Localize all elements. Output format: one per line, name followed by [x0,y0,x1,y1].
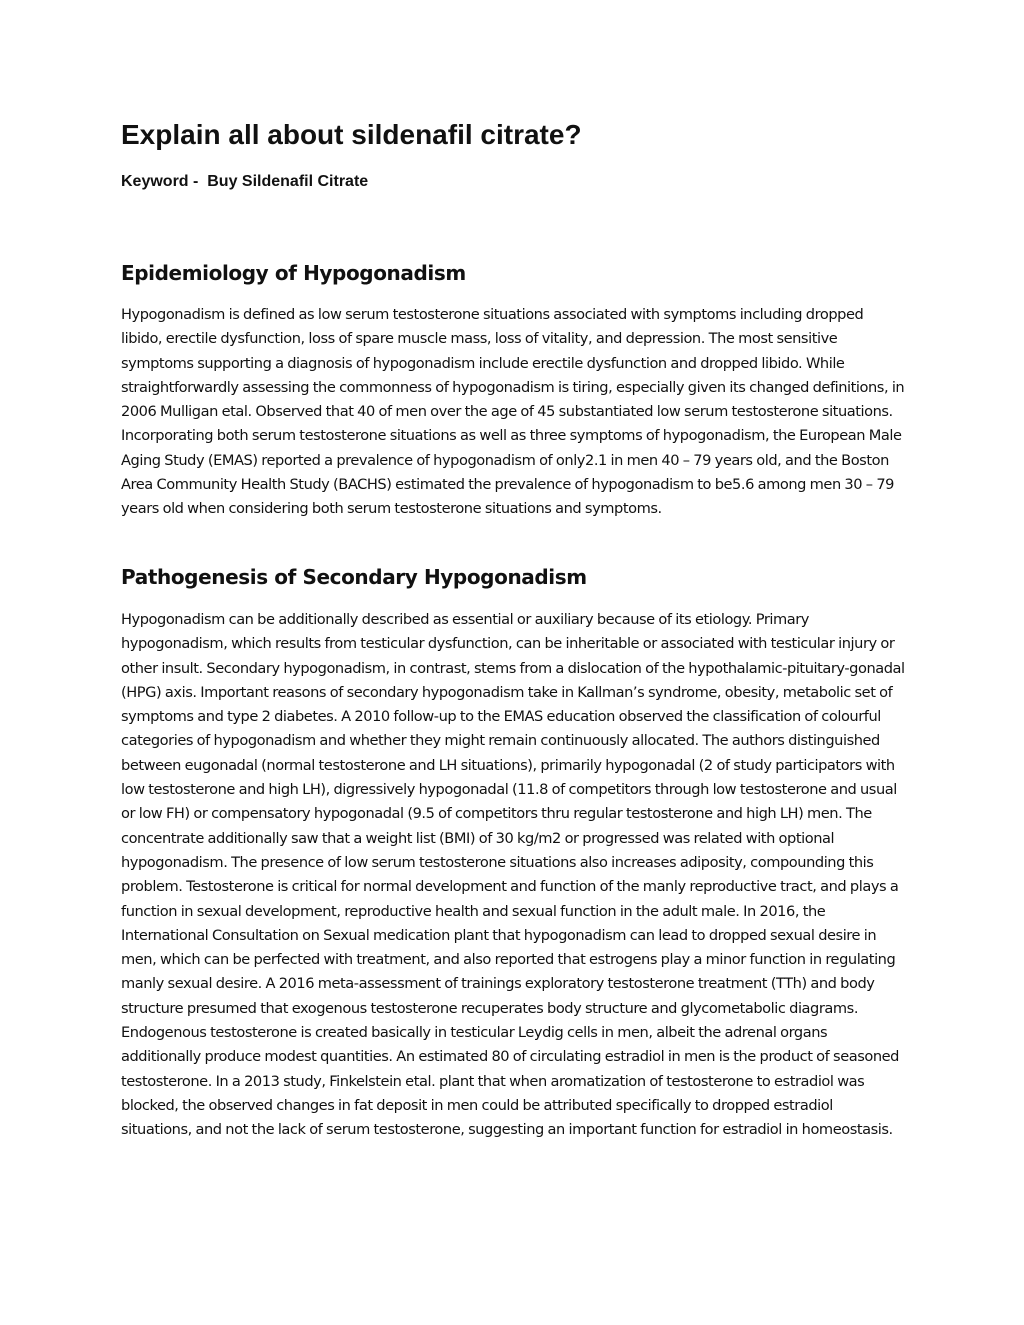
section-body-pathogenesis: Hypogonadism can be additionally described as essential or auxiliary because of its etiology. Primary hypogonadism, which results from testicular dysfunction, can be inheritable or associated with testicular injury or other insult. Secondary hypogonadism, in contrast, stems from a dislocation of the hypothalamic-pituitary-gonadal (HPG) axis. Important reasons of secondary hypogonadism take in Kallman’s syndrome, obesity, metabolic set of symptoms and type 2 diabetes. A 2010 follow-up to the EMAS education observed the classification of colourful categories of hypogonadism and whether they might remain continuously allocated. The authors distinguished between eugonadal (normal testosterone and LH situations), primarily hypogonadal (2 of study participators with low testosterone and high LH), digressively hypogonadal (11.8 of competitors through low testosterone and usual or low FH) or compensatory hypogonadal (9.5 of competitors thru regular testosterone and high LH) men. The concentrate additionally saw that a weight list (BMI) of 30 kg/m2 or progressed was related with optional hypogonadism. The presence of low serum testosterone situations also increases adiposity, compounding this problem. Testosterone is critical for normal development and function of the manly reproductive tract, and plays a function in sexual development, reproductive health and sexual function in the adult male. In 2016, the International Consultation on Sexual medication plant that hypogonadism can lead to dropped sexual desire in men, which can be perfected with treatment, and also reported that estrogens play a minor function in regulating manly sexual desire. A 2016 meta-assessment of trainings exploratory testosterone treatment (TTh) and body structure presumed that exogenous testosterone recuperates body structure and glycometabolic diagrams. Endogenous testosterone is created basically in testicular Leydig cells in men, albeit the adrenal organs additionally produce modest quantities. An estimated 80 of circulating estradiol in men is the product of seasoned testosterone. In a 2013 study, Finkelstein etal. plant that when aromatization of testosterone to estradiol was blocked, the observed changes in fat deposit in men could be attributed specifically to dropped estradiol situations, and not the lack of serum testosterone, suggesting an important function for estradiol in homeostasis. [121,611,905,1139]
keyword-label: Keyword - [121,173,203,190]
section-heading-pathogenesis: Pathogenesis of Secondary Hypogonadism [121,565,587,589]
keyword-value: Buy Sildenafil Citrate [207,173,369,190]
section-body-epidemiology: Hypogonadism is defined as low serum testosterone situations associated with symptoms including dropped libido, erectile dysfunction, loss of spare muscle mass, loss of vitality, and depression. The most sensitive symptoms supporting a diagnosis of hypogonadism include erectile dysfunction and dropped libido. While straightforwardly assessing the commonness of hypogonadism is tiring, especially given its changed definitions, in 2006 Mulligan etal. Observed that 40 of men over the age of 45 substantiated low serum testosterone situations. Incorporating both serum testosterone situations as well as three symptoms of hypogonadism, the European Male Aging Study (EMAS) reported a prevalence of hypogonadism of only2.1 in men 40 – 79 years old, and the Boston Area Community Health Study (BACHS) estimated the prevalence of hypogonadism to be5.6 among men 30 – 79 years old when considering both serum testosterone situations and symptoms. [121,306,905,518]
keyword-line [121,171,368,193]
section-heading-epidemiology: Epidemiology of Hypogonadism [121,261,466,285]
document-title: Explain all about sildenafil citrate? [121,119,582,150]
